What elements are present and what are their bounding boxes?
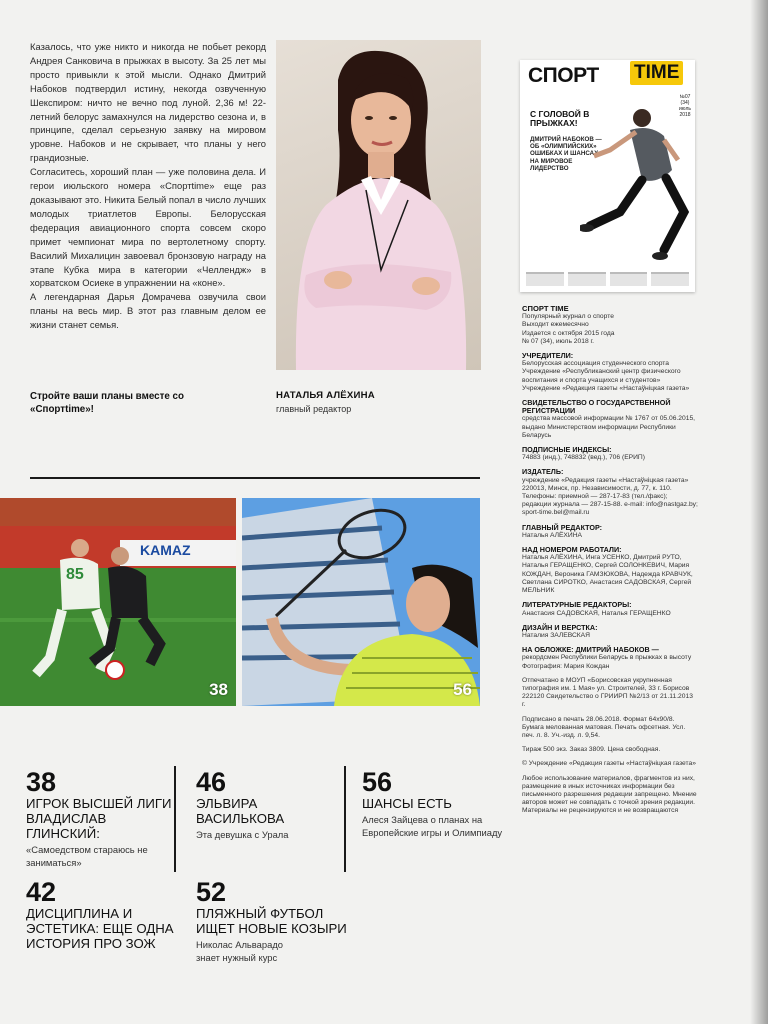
imprint-text: Наталия ЗАЛЕВСКАЯ [522,631,590,639]
football-illustration [0,498,236,706]
cover-teaser-strip [526,272,689,286]
imprint [522,305,698,816]
contents-item[interactable] [362,768,512,839]
contents-page-number: 46 [196,767,227,797]
contents-subtitle: «Самоедством стараюсь не заниматься» [26,844,148,868]
imprint-text: Подписано в печать 28.06.2018. Формат 64x90/8. Бумага мелованная матовая. Печать офсетная. Усл. печ. л. 8. Уч.-изд. л. 9,54. [522,715,686,739]
contents-page-number: 42 [26,877,57,907]
badminton-illustration [242,498,480,706]
imprint-heading: СВИДЕТЕЛЬСТВО О ГОСУДАРСТВЕННОЙ РЕГИСТРАЦИИ [522,398,671,416]
imprint-heading: ДИЗАЙН И ВЕРСТКА: [522,622,598,632]
imprint-text: 74883 (инд.), 748832 (вед.), 706 (ЕРИП) [522,454,645,462]
editor-portrait-illustration [276,40,481,370]
cover-logo: СПОРТ [528,64,599,87]
contents-title: ЭЛЬВИРА ВАСИЛЬКОВА [196,796,285,826]
section-divider [30,477,480,479]
editor-role: главный редактор [276,404,352,414]
cover-issue-number: №07 (34) июль 2018 [679,94,691,118]
contents-page-number: 52 [196,877,227,907]
imprint-brand: СПОРТ TIME [522,304,569,313]
photo-page-number: 56 [453,680,472,699]
magazine-cover [520,60,695,292]
editor-portrait [276,40,481,370]
contents-separator [174,766,176,872]
editorial-paragraph: Согласитесь, хороший план — уже половина дела. И герои июльского номера «Спортtime» еще раз доказывают это. Никита Белый попал в число лучших молодых триатлетов Европы. Белорусская федерация авиационного спорта совсем скоро примет чемпионат мира по вертолетному спорту. Василий Михалицин завоевал бронзовую награду на этапе Кубка мира в категории «Челлендж» в хорватском Осиеке в упражнении на «коне». [30,166,266,289]
imprint-heading: НАД НОМЕРОМ РАБОТАЛИ: [522,545,622,555]
imprint-heading: ГЛАВНЫЙ РЕДАКТОР: [522,522,603,532]
imprint-heading: НА ОБЛОЖКЕ: ДМИТРИЙ НАБОКОВ — [522,645,659,655]
cover-logo-accent: TIME [630,61,683,85]
editorial-paragraph: А легендарная Дарья Домрачева озвучила свои планы на весь мир. В этот раз главным делом ее жизни станет семья. [30,291,266,331]
contents-title: ИГРОК ВЫСШЕЙ ЛИГИ ВЛАДИСЛАВ ГЛИНСКИЙ: [26,796,172,841]
cover-teaser [526,272,564,286]
editorial-call-to-action: Стройте ваши планы вместе со «Спортtime»! [30,391,184,415]
cover-subheadline: ДМИТРИЙ НАБОКОВ — ОБ «ОЛИМПИЙСКИХ» ОШИБКАХ И ШАНСАХ НА МИРОВОЕ ЛИДЕРСТВО [530,136,602,172]
editor-name: НАТАЛЬЯ АЛЁХИНА [276,390,375,401]
imprint-line: Популярный журнал о спорте [522,313,614,321]
imprint-legal: Любое использование материалов, фрагментов из них, размещение в иных источниках информации без письменного разрешения редакции запрещено. Мнение авторов может не совпадать с точкой зрения редакции. Материалы не рецензируются и не возвращаются [522,774,697,815]
imprint-text: средства массовой информации № 1767 от 05.06.2015, выдано Министерством информации Республики Беларусь [522,415,696,439]
cover-athlete-illustration [580,100,692,270]
imprint-text: Наталья АЛЁХИНА [522,531,582,539]
imprint-heading: ИЗДАТЕЛЬ: [522,467,564,477]
imprint-heading: ЛИТЕРАТУРНЫЕ РЕДАКТОРЫ: [522,600,632,610]
photo-badminton [242,498,480,706]
imprint-text: Отпечатано в МОУП «Борисовская укрупненная типография им. 1 Мая» ул. Строителей, 33 г. Борисов 222120 Свидетельство о ГРИИРП №2/13 от 21.11.2013 г. [522,676,693,709]
cover-teaser [610,272,648,286]
photo-football [0,498,236,706]
imprint-text: Тираж 500 экз. Заказ 3809. Цена свободная. [522,746,661,754]
cover-headline: С ГОЛОВОЙ В ПРЫЖКАХ! [530,109,590,128]
jersey-number: 85 [66,566,84,583]
imprint-line: Издается с октября 2015 года [522,329,615,337]
cover-teaser [568,272,606,286]
photo-page-number: 38 [209,680,228,699]
imprint-heading: УЧРЕДИТЕЛИ: [522,351,574,361]
contents-subtitle: Алеся Зайцева о планах на Европейские игры и Олимпиаду [362,814,503,838]
imprint-text: © Учреждение «Редакция газеты «Настаўніцкая газета» [522,760,696,768]
contents-page-number: 56 [362,767,393,797]
contents-separator [344,766,346,872]
contents-subtitle: Эта девушка с Урала [196,829,289,840]
imprint-text: Анастасия САДОВСКАЯ, Наталья ГЕРАЩЕНКО [522,609,671,617]
contents-item[interactable] [26,768,176,869]
imprint-text: Наталья АЛЁХИНА, Инга УСЕНКО, Дмитрий РУТО, Наталья ГЕРАЩЕНКО, Сергей СОЛОНКЕВИЧ, Мария КОЖДАН, Вероника ГАМЗЮКОВА, Надежда КРАВЧУК, Светлана СИРОТКО, Анастасия САДОВСКАЯ, Сергей МЕЛЬНИК [522,554,693,595]
editorial-text [30,40,266,332]
imprint-line: № 07 (34), июль 2018 г. [522,337,594,345]
imprint-heading: ПОДПИСНЫЕ ИНДЕКСЫ: [522,445,612,455]
cover-teaser [651,272,689,286]
contents-item[interactable] [196,768,346,842]
imprint-text: рекордсмен Республики Беларусь в прыжках в высоту Фотография: Мария Кождан [522,654,692,670]
contents-title: ШАНСЫ ЕСТЬ [362,796,452,811]
stadium-ad-board: KAMAZ [140,542,191,558]
imprint-line: Выходит ежемесячно [522,321,589,329]
imprint-text: Белорусская ассоциация студенческого спорта Учреждение «Республиканский центр физического воспитания и спорта учащихся и студентов» Учреждение «Редакция газеты «Настаўніцкая газета» [522,360,690,392]
contents-title: ПЛЯЖНЫЙ ФУТБОЛ ИЩЕТ НОВЫЕ КОЗЫРИ [196,906,347,936]
contents-item[interactable] [196,878,356,964]
contents-item[interactable] [26,878,176,951]
contents-page-number: 38 [26,767,57,797]
imprint-text: учреждение «Редакция газеты «Настаўніцкая газета» 220013, Минск, пр. Независимости, д. 77, к. 110. Телефоны: приемной — 287-17-83 (тел./факс); редакции журнала — 287-15-88. e-mail: info@nastgaz.by; sport-time.bel@mail.ru [522,476,698,517]
contents-subtitle: Николас Альварадо знает нужный курс [196,939,284,963]
contents-title: ДИСЦИПЛИНА И ЭСТЕТИКА: ЕЩЕ ОДНА ИСТОРИЯ ПРО ЗОЖ [26,906,174,951]
editorial-paragraph: Казалось, что уже никто и никогда не побьет рекорд Андрея Санковича в прыжках в высоту. За 25 лет мы просто привыкли к этой мысли. Однако Дмитрий Набоков подтвердил истину, некогда озвученную Шекспиром: ничто не вечно под луной. 2,36 м! 22-летний белорус замахнулся на лидерство сезона и, в принципе, сделал серьезную заявку на мировом уровне. Набоков и не скрывает, что планы у него грандиозные. [30,41,266,164]
